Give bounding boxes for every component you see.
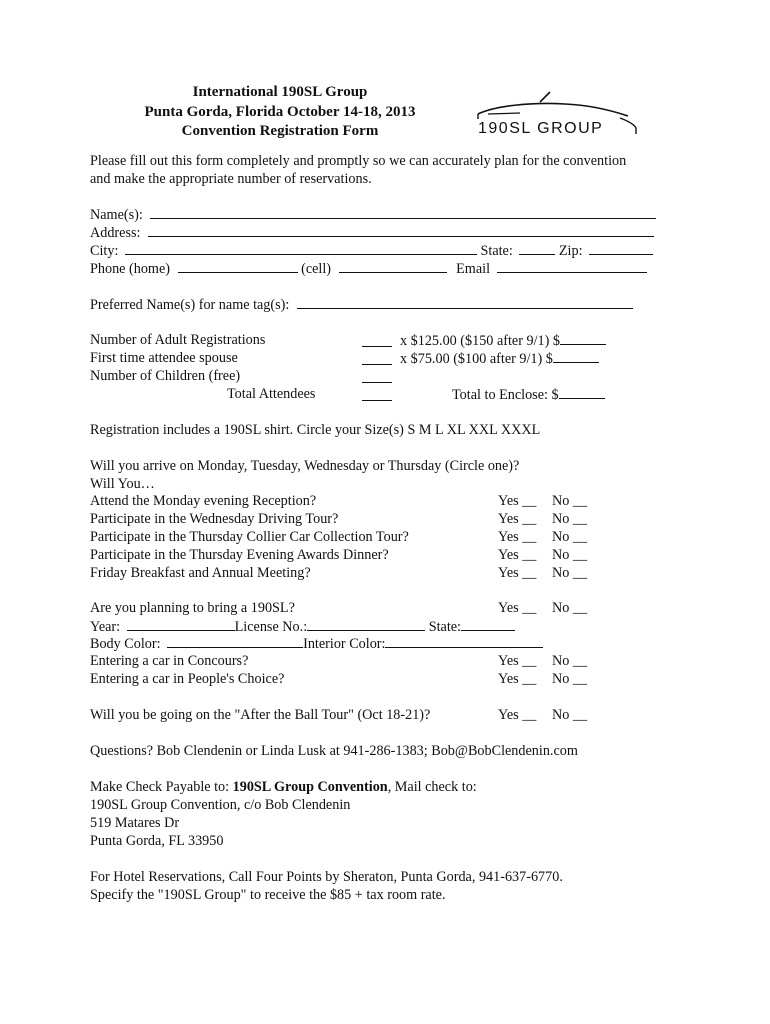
car-state-field[interactable]	[461, 617, 515, 631]
zip-field[interactable]	[589, 241, 653, 255]
arrival-question: Will you arrive on Monday, Tuesday, Wednesday or Thursday (Circle one)?	[90, 458, 520, 474]
yes-option[interactable]: Yes __	[498, 511, 537, 527]
license-label: License No.:	[234, 619, 308, 635]
payment-payee: 190SL Group Convention	[232, 779, 388, 795]
total-attendees-label: Total Attendees	[227, 386, 316, 402]
intro-line-1: Please fill out this form completely and promptly so we can accurately plan for the convention	[90, 153, 627, 169]
license-field[interactable]	[307, 617, 425, 631]
payment-suffix: , Mail check to:	[387, 779, 477, 795]
no-option[interactable]: No __	[552, 707, 588, 723]
logo-text: 190SL GROUP	[478, 120, 604, 137]
interior-color-label: Interior Color:	[303, 636, 386, 652]
question-awards-dinner: Participate in the Thursday Evening Awards Dinner?	[90, 547, 389, 563]
year-label: Year:	[90, 619, 121, 635]
no-option[interactable]: No __	[552, 565, 588, 581]
name-tag-field[interactable]	[297, 295, 633, 309]
title-line-3: Convention Registration Form	[181, 123, 379, 139]
phone-row	[90, 259, 647, 278]
spouse-price	[400, 349, 599, 368]
adult-count-field[interactable]	[362, 333, 392, 347]
mail-address-line-2: 519 Matares Dr	[90, 815, 180, 831]
no-option[interactable]: No __	[552, 600, 588, 616]
hotel-line-1: For Hotel Reservations, Call Four Points by Sheraton, Punta Gorda, 941-637-6770.	[90, 869, 563, 885]
name-tag-row	[90, 295, 633, 314]
bring-car-question: Are you planning to bring a 190SL?	[90, 600, 295, 616]
state-field[interactable]	[519, 241, 555, 255]
yes-option[interactable]: Yes __	[498, 493, 537, 509]
state-label: State:	[480, 243, 513, 259]
cell-label: (cell)	[301, 261, 332, 277]
total-attendees-field[interactable]	[362, 387, 392, 401]
phone-home-field[interactable]	[178, 259, 298, 273]
names-field[interactable]	[150, 205, 656, 219]
no-option[interactable]: No __	[552, 493, 588, 509]
yes-option[interactable]: Yes __	[498, 653, 537, 669]
body-color-label: Body Color:	[90, 636, 161, 652]
no-option[interactable]: No __	[552, 547, 588, 563]
question-collier-tour: Participate in the Thursday Collier Car Collection Tour?	[90, 529, 409, 545]
year-field[interactable]	[127, 617, 235, 631]
city-label: City:	[90, 243, 119, 259]
peoples-choice-question: Entering a car in People's Choice?	[90, 671, 285, 687]
total-enclose-label: Total to Enclose: $	[452, 387, 559, 403]
title-line-2: Punta Gorda, Florida October 14-18, 2013	[144, 103, 416, 120]
no-option[interactable]: No __	[552, 653, 588, 669]
shirt-size-text: Registration includes a 190SL shirt. Circle your Size(s) S M L XL XXL XXXL	[90, 422, 541, 438]
spouse-count-field[interactable]	[362, 351, 392, 365]
city-field[interactable]	[125, 241, 477, 255]
car-state-label: State:	[428, 619, 461, 635]
cell-field[interactable]	[339, 259, 447, 273]
children-label: Number of Children (free)	[90, 368, 241, 384]
yes-option[interactable]: Yes __	[498, 707, 537, 723]
spouse-amount-field[interactable]	[553, 349, 599, 363]
spouse-label: First time attendee spouse	[90, 350, 238, 366]
no-option[interactable]: No __	[552, 529, 588, 545]
email-field[interactable]	[497, 259, 647, 273]
mail-address-line-1: 190SL Group Convention, c/o Bob Clendenin	[90, 797, 351, 813]
question-monday-reception: Attend the Monday evening Reception?	[90, 493, 317, 509]
intro-line-2: and make the appropriate number of reservations.	[90, 171, 372, 187]
names-row	[90, 205, 656, 224]
interior-color-field[interactable]	[385, 634, 543, 648]
title-line-1: International 190SL Group	[192, 84, 368, 100]
names-label: Name(s):	[90, 207, 143, 223]
adult-registrations-label: Number of Adult Registrations	[90, 332, 266, 348]
payment-prefix: Make Check Payable to:	[90, 779, 233, 795]
car-color-row	[90, 634, 543, 653]
address-label: Address:	[90, 225, 141, 241]
after-ball-question: Will you be going on the "After the Ball Tour" (Oct 18-21)?	[90, 707, 431, 723]
zip-label: Zip:	[558, 243, 583, 259]
body-color-field[interactable]	[167, 634, 303, 648]
group-logo	[470, 88, 650, 144]
question-friday-breakfast: Friday Breakfast and Annual Meeting?	[90, 565, 311, 581]
mail-address-line-3: Punta Gorda, FL 33950	[90, 833, 224, 849]
yes-option[interactable]: Yes __	[498, 565, 537, 581]
children-count-field[interactable]	[362, 369, 392, 383]
yes-option[interactable]: Yes __	[498, 547, 537, 563]
hotel-line-2: Specify the "190SL Group" to receive the $85 + tax room rate.	[90, 887, 446, 903]
total-enclose	[452, 385, 605, 404]
address-row	[90, 223, 654, 242]
payment-line	[90, 778, 477, 796]
city-row	[90, 241, 653, 260]
question-wednesday-driving-tour: Participate in the Wednesday Driving Tour?	[90, 511, 339, 527]
yes-option[interactable]: Yes __	[498, 529, 537, 545]
yes-option[interactable]: Yes __	[498, 671, 537, 687]
no-option[interactable]: No __	[552, 671, 588, 687]
adult-price	[400, 331, 606, 350]
address-field[interactable]	[148, 223, 654, 237]
yes-option[interactable]: Yes __	[498, 600, 537, 616]
no-option[interactable]: No __	[552, 511, 588, 527]
questions-contact: Questions? Bob Clendenin or Linda Lusk at 941-286-1383; Bob@BobClendenin.com	[90, 743, 578, 759]
adult-price-text: x $125.00 ($150 after 9/1) $	[400, 333, 560, 349]
spouse-price-text: x $75.00 ($100 after 9/1) $	[400, 351, 553, 367]
concours-question: Entering a car in Concours?	[90, 653, 249, 669]
name-tag-label: Preferred Name(s) for name tag(s):	[90, 297, 290, 313]
will-you-label: Will You…	[90, 476, 155, 492]
total-enclose-field[interactable]	[559, 385, 605, 399]
adult-amount-field[interactable]	[560, 331, 606, 345]
email-label: Email	[456, 261, 491, 277]
phone-home-label: Phone (home)	[90, 261, 170, 277]
form-title	[90, 83, 470, 142]
